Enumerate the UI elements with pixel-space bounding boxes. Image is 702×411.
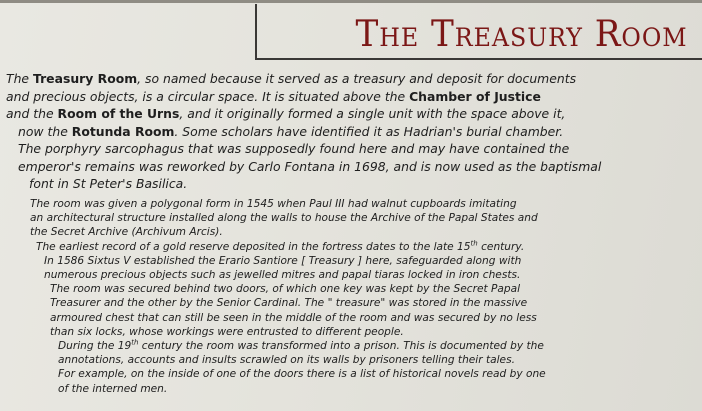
intro-line <box>6 88 696 106</box>
room-name-rotunda: Rotunda Room <box>71 123 175 139</box>
ordinal-suffix: th <box>131 338 139 347</box>
title-frame <box>255 4 702 60</box>
detail-line: than six locks, whose workings were entrusted to different people. <box>50 325 404 338</box>
intro-line <box>6 70 696 88</box>
intro-line: emperor's remains was reworked by Carlo Fontana in 1698, and is now used as the baptismal <box>18 158 602 174</box>
intro-text: . Some scholars have identified it as Hadrian's burial chamber. <box>174 123 564 139</box>
detail-line: of the interned men. <box>58 382 168 395</box>
detail-line <box>30 339 690 353</box>
intro-text: now the <box>18 123 72 139</box>
detail-line: an architectural structure installed along the walls to house the Archive of the Papal States and <box>30 212 538 225</box>
detail-line: The room was secured behind two doors, of which one key was kept by the Secret Papal <box>50 283 521 296</box>
detail-line: For example, on the inside of one of the doors there is a list of historical novels read by one <box>58 368 546 381</box>
detail-line: The room was given a polygonal form in 1545 when Paul III had walnut cupboards imitating <box>30 198 517 210</box>
detail-line: armoured chest that can still be seen in the middle of the room and was secured by no less <box>50 311 537 324</box>
intro-line <box>6 105 696 123</box>
room-name-justice: Chamber of Justice <box>409 88 541 104</box>
intro-text: The <box>6 71 33 86</box>
detail-text: During the 19 <box>58 340 132 353</box>
panel-top-border <box>0 0 702 3</box>
detail-line: Treasurer and the other by the Senior Cardinal. The " treasure" was stored in the massive <box>50 297 528 310</box>
detail-text: century. <box>477 240 525 253</box>
room-name-treasury: Treasury Room <box>32 71 138 86</box>
detail-line: In 1586 Sixtus V established the Erario Santiore [ Treasury ] here, safeguarded along with <box>44 254 522 267</box>
intro-paragraph <box>6 70 696 193</box>
detail-line: the Secret Archive (Archivum Arcis). <box>30 226 223 239</box>
detail-line: annotations, accounts and insults scrawled on its walls by prisoners telling their tales. <box>58 354 515 367</box>
intro-text: and the <box>6 106 58 121</box>
intro-line: font in St Peter's Basilica. <box>29 176 188 191</box>
detail-line: numerous precious objects such as jewelled mitres and papal tiaras locked in iron chests. <box>44 269 521 282</box>
detail-line <box>30 240 690 254</box>
detail-text: century the room was transformed into a prison. This is documented by the <box>138 340 544 353</box>
intro-text: and precious objects, is a circular space. It is situated above the <box>6 88 410 104</box>
room-name-urns: Room of the Urns <box>57 106 180 121</box>
detail-text: The earliest record of a gold reserve deposited in the fortress dates to the late 15 <box>36 240 471 253</box>
detail-paragraph <box>30 197 690 396</box>
intro-text: , so named because it served as a treasury and deposit for documents <box>137 71 577 86</box>
page-title: The Treasury Room <box>355 14 688 55</box>
intro-text: , and it originally formed a single unit with the space above it, <box>179 106 566 121</box>
ordinal-suffix: th <box>470 239 478 248</box>
intro-line <box>6 123 696 141</box>
intro-line: The porphyry sarcophagus that was supposedly found here and may have contained the <box>18 141 570 156</box>
